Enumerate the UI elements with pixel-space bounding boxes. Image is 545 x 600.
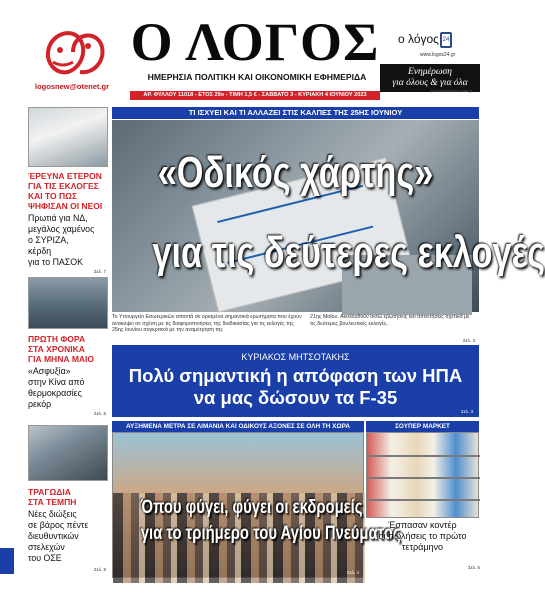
flood-photo — [28, 277, 108, 329]
story1-kicker: ΈΡΕΥΝΑ ΕΤΕΡΟΝ ΓΙΑ ΤΙΣ ΕΚΛΟΓΕΣ ΚΑΙ ΤΟ ΠΩΣ ΨΗΦΙΣΑΝ ΟΙ ΝΕΟΙ — [28, 171, 103, 211]
side-accent-bar — [0, 548, 14, 574]
story2-kicker: ΠΡΩΤΗ ΦΟΡΑ ΣΤΑ ΧΡΟΝΙΚΑ ΓΙΑ ΜΗΝΑ ΜΑΙΟ — [28, 334, 95, 364]
promo-url: www.logos24.gr — [420, 52, 456, 58]
masthead — [0, 0, 507, 98]
story2-headline[interactable]: «Ασφυξία» στην Κίνα από θερμοκρασίες ρεκόρ — [28, 366, 85, 409]
hero-headline-2: για τις δεύτερες εκλογές — [152, 228, 545, 277]
contact-email: logosnew@otenet.gr — [35, 82, 109, 91]
left-sidebar — [28, 107, 108, 577]
travel-banner: ΑΥΞΗΜΕΝΑ ΜΕΤΡΑ ΣΕ ΛΙΜΑΝΙΑ ΚΑΙ ΟΔΙΚΟΥΣ ΑΞΟΝΕΣ ΣΕ ΟΛΗ ΤΗ ΧΩΡΑ — [112, 421, 364, 432]
ballot-box-photo — [28, 107, 108, 167]
promo-tagline-2: για όλους & για όλα — [392, 78, 468, 88]
blue-headline-1: Πολύ σημαντική η απόφαση των ΗΠΑ — [128, 365, 463, 386]
supermarket-headline[interactable] — [366, 520, 479, 553]
story1-page: Σελ. 7 — [93, 269, 106, 274]
supermarket-line-3: τετράμηνο — [401, 542, 444, 552]
story3-headline[interactable]: Νέες διώξεις σε βάρος πέντε διευθυντικών στελεχών του ΟΣΕ — [28, 509, 89, 563]
blue-page: Σελ. 3 — [460, 409, 473, 414]
hero-headline-1: «Οδικός χάρτης» — [157, 148, 434, 197]
blue-headline — [112, 365, 479, 409]
story3-kicker: ΤΡΑΓΩΔΙΑ ΣΤΑ ΤΕΜΠΗ — [28, 487, 77, 507]
supermarket-page: Σελ. 5 — [468, 565, 481, 570]
hero-page: Σελ. 3 — [462, 338, 475, 343]
logo-faces-icon — [38, 22, 108, 82]
shelf — [367, 477, 480, 479]
watermark-site: protoselidaefimeridas.gr — [430, 88, 473, 93]
story1-headline[interactable]: Πρωτιά για ΝΔ, μεγάλος χαμένος ο ΣΥΡΙΖΑ, κέρδη για το ΠΑΣΟΚ — [28, 213, 95, 267]
mitsotakis-story[interactable] — [112, 345, 479, 417]
shelf — [367, 499, 480, 501]
train-wreck-photo — [28, 425, 108, 481]
promo-digit: 24 — [442, 37, 450, 43]
supermarket-line-1: Έσπασαν κοντέρ — [388, 520, 457, 530]
travel-page: Σελ. 4 — [346, 570, 359, 575]
hero-caption — [112, 314, 479, 344]
travel-headline-1: Όπου φύγει, φύγει οι εκδρομείς — [140, 497, 363, 518]
blue-headline-2: να μας δώσουν τα F-35 — [193, 387, 398, 408]
supermarket-line-2: οι πωλήσεις το πρώτο — [378, 531, 467, 541]
promo-tagline-1: Ενημέρωση — [408, 67, 452, 77]
hero-caption-right: 21ης Μαΐου. Ακολουθούν οκτώ ερωτήσεις και απαντήσεις σχετικά με τις δεύτερες βουλευτικές εκλογές. — [310, 314, 470, 327]
blue-kicker: ΚΥΡΙΑΚΟΣ ΜΗΤΣΟΤΑΚΗΣ — [241, 352, 350, 362]
promo-brand — [398, 32, 452, 48]
newspaper-title: Ο ΛΟΓΟΣ — [130, 12, 380, 72]
hero-photo[interactable] — [112, 120, 545, 312]
story3-page: Σελ. 8 — [93, 567, 106, 572]
newspaper-subtitle: ΗΜΕΡΗΣΙΑ ΠΟΛΙΤΙΚΗ ΚΑΙ ΟΙΚΟΝΟΜΙΚΗ ΕΦΗΜΕΡΙΔΑ — [147, 72, 367, 82]
travel-headline-2: για το τριήμερο του Αγίου Πνεύματος — [140, 523, 401, 544]
travellers-photo[interactable] — [112, 432, 401, 578]
promo-brand-text: ο λόγος — [398, 32, 439, 47]
hero-caption-left: Το Υπουργείο Εσωτερικών απαντά σε ορισμένα σημαντικά ερωτήματα που έχουν ανακύψει σε σχέση με τις διαφοροποιήσεις της διαδικασίας για τις εκλογές της 25ης Ιουνίου συγκριτικά με την αναμέτρηση της — [112, 314, 302, 333]
story2-page: Σελ. 6 — [93, 411, 106, 416]
top-banner: ΤΙ ΙΣΧΥΕΙ ΚΑΙ ΤΙ ΑΛΛΑΖΕΙ ΣΤΙΣ ΚΑΛΠΕΣ ΤΗΣ 25ΗΣ ΙΟΥΝΙΟΥ — [112, 107, 479, 119]
supermarket-photo[interactable] — [366, 432, 479, 518]
logos24-digit-icon — [440, 32, 452, 48]
issue-line: ΑΡ. ΦΥΛΛΟΥ 11018 - ΕΤΟΣ 29ο - ΤΙΜΗ 1,5 € - ΣΑΒΒΑΤΟ 3 - ΚΥΡΙΑΚΗ 4 ΙΟΥΝΙΟΥ 2023 — [130, 91, 380, 100]
shelf — [367, 455, 480, 457]
supermarket-banner: ΣΟΥΠΕΡ ΜΑΡΚΕΤ — [366, 421, 479, 432]
